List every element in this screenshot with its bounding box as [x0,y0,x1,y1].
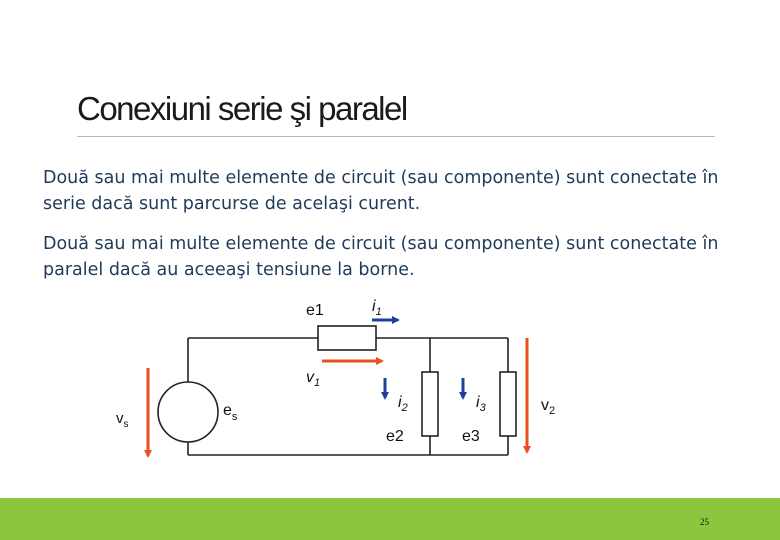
label-v2 [541,397,555,417]
paragraph-series-highlight: conectate în serie [43,168,719,214]
label-i2 [398,394,408,414]
label-i2-main: i [398,394,402,411]
label-v1 [306,369,320,389]
label-vs-sub: s [123,419,129,430]
resistor-e3 [500,372,516,436]
circuit-wires [188,338,508,455]
label-e2: e2 [386,428,404,445]
label-es [223,402,238,423]
label-vs [116,410,129,430]
label-vs-main: v [116,410,124,427]
paragraph-series-text-after: dacă sunt parcurse de acelaşi curent. [85,194,421,214]
label-i3-sub: 3 [479,402,486,414]
label-v1-sub: 1 [314,377,321,389]
label-i1-main: i [372,298,376,315]
page-number: 25 [700,517,709,527]
resistor-e1 [318,326,376,350]
label-i3-main: i [476,394,480,411]
label-v2-main: v [541,397,549,414]
label-es-main: e [223,402,232,419]
label-i1-sub: 1 [375,306,382,318]
label-v2-sub: 2 [549,405,556,417]
label-e1: e1 [306,302,324,319]
paragraph-series-text-before: Două sau mai multe elemente de circuit (sau componente) sunt [43,168,610,188]
label-v1-main: v [306,369,314,386]
slide-title: Conexiuni serie şi paralel [77,90,407,127]
label-i2-sub: 2 [401,402,408,414]
label-es-sub: s [231,411,238,423]
footer-band [0,498,780,540]
label-e3: e3 [462,428,480,445]
paragraph-parallel-text-after: dacă au aceeaşi tensiune la borne. [103,260,415,280]
source-es [158,382,218,442]
resistor-e2 [422,372,438,436]
paragraph-parallel-highlight: conectate în paralel [43,234,719,280]
label-i1 [372,298,382,318]
paragraph-parallel-text-before: Două sau mai multe elemente de circuit (sau componente) sunt [43,234,610,254]
label-i3 [476,394,487,414]
